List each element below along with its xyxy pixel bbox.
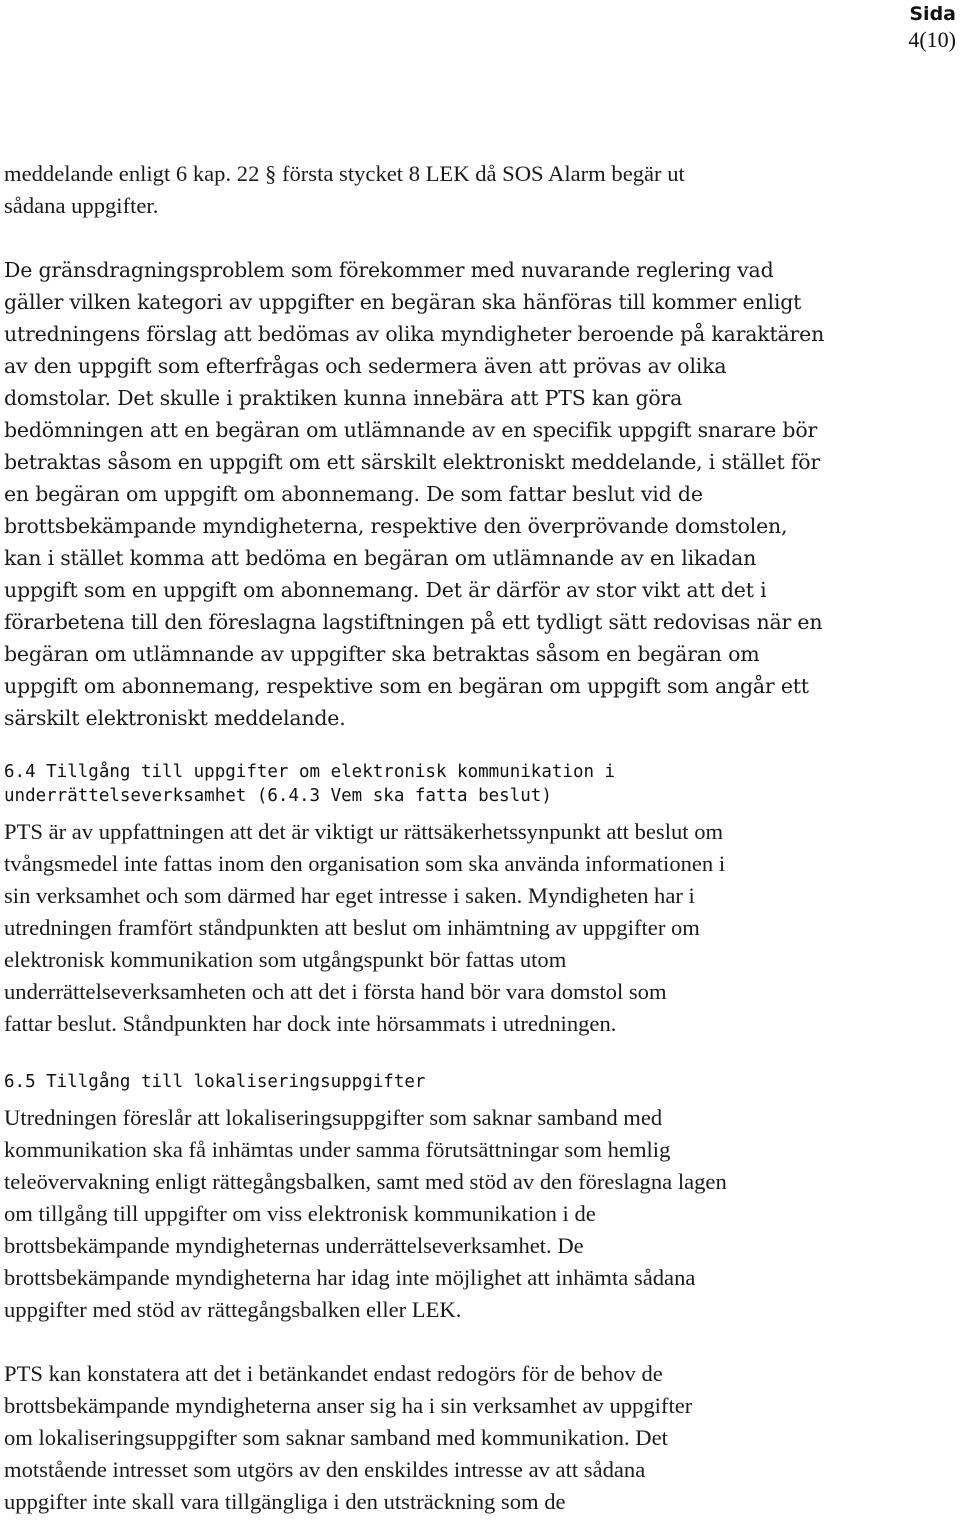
page-label: Sida — [909, 3, 956, 25]
page-header — [908, 0, 956, 53]
paragraph-boundary-problems: De gränsdragningsproblem som förekommer med nuvarande reglering vad gäller vilken kategori av uppgifter en begäran ska hänföras till kommer enligt utredningens förslag att bedömas av olika myndigheter beroende på karaktären av den uppgift som efterfrågas och sedermera även att prövas av olika domstolar. Det skulle i praktiken kunna innebära att PTS kan göra bedömningen att en begäran om utlämnande av en specifik uppgift snarare bör betraktas såsom en uppgift om ett särskilt elektroniskt meddelande, i stället för en begäran om uppgift om abonnemang. De som fattar beslut vid de brottsbekämpande myndigheterna, respektive den överprövande domstolen, kan i stället komma att bedöma en begäran om utlämnande av en likadan uppgift som en uppgift om abonnemang. Det är därför av stor vikt att det i förarbetena till den föreslagna lagstiftningen på ett tydligt sätt redovisas när en begäran om utlämnande av uppgifter ska betraktas såsom en begäran om uppgift om abonnemang, respektive som en begäran om uppgift som angår ett särskilt elektroniskt meddelande. — [4, 258, 825, 730]
section-heading-6-4: 6.4 Tillgång till uppgifter om elektronisk kommunikation i underrättelseverksamhet (6.4.3 Vem ska fatta beslut) — [4, 762, 616, 806]
document-body — [4, 158, 944, 1518]
paragraph-decision-authority: PTS är av uppfattningen att det är viktigt ur rättsäkerhetssynpunkt att beslut om tvångsmedel inte fattas inom den organisation som ska använda informationen i sin verksamhet och som därmed har eget intresse i saken. Myndigheten har i utredningen framfört ståndpunkten att beslut om inhämtning av uppgifter om elektronisk kommunikation som utgångspunkt bör fattas utom underrättelseverksamheten och att det i första hand bör vara domstol som fattar beslut. Ståndpunkten har dock inte hörsammats i utredningen. — [4, 819, 726, 1036]
paragraph-pts-conclusion: PTS kan konstatera att det i betänkandet endast redogörs för de behov de brottsbekämpande myndigheterna anser sig ha i sin verksamhet av uppgifter om lokaliseringsuppgifter som saknar samband med kommunikation. Det motstående intresset som utgörs av den enskildes intresse av att sådana uppgifter inte skall vara tillgängliga i den utsträckning som de — [4, 1361, 693, 1514]
paragraph-location-data: Utredningen föreslår att lokaliseringsuppgifter som saknar samband med kommunikation ska få inhämtas under samma förutsättningar som hemlig teleövervakning enligt rättegångsbalken, samt med stöd av den föreslagna lagen om tillgång till uppgifter om viss elektronisk kommunikation i de brottsbekämpande myndigheternas underrättelseverksamhet. De brottsbekämpande myndigheterna har idag inte möjlighet att inhämta sådana uppgifter med stöd av rättegångsbalken eller LEK. — [4, 1105, 727, 1322]
page-number: 4(10) — [908, 27, 956, 52]
section-heading-6-5: 6.5 Tillgång till lokaliseringsuppgifter — [4, 1072, 426, 1092]
paragraph-continuation: meddelande enligt 6 kap. 22 § första stycket 8 LEK då SOS Alarm begär ut sådana uppgifter. — [4, 161, 685, 218]
